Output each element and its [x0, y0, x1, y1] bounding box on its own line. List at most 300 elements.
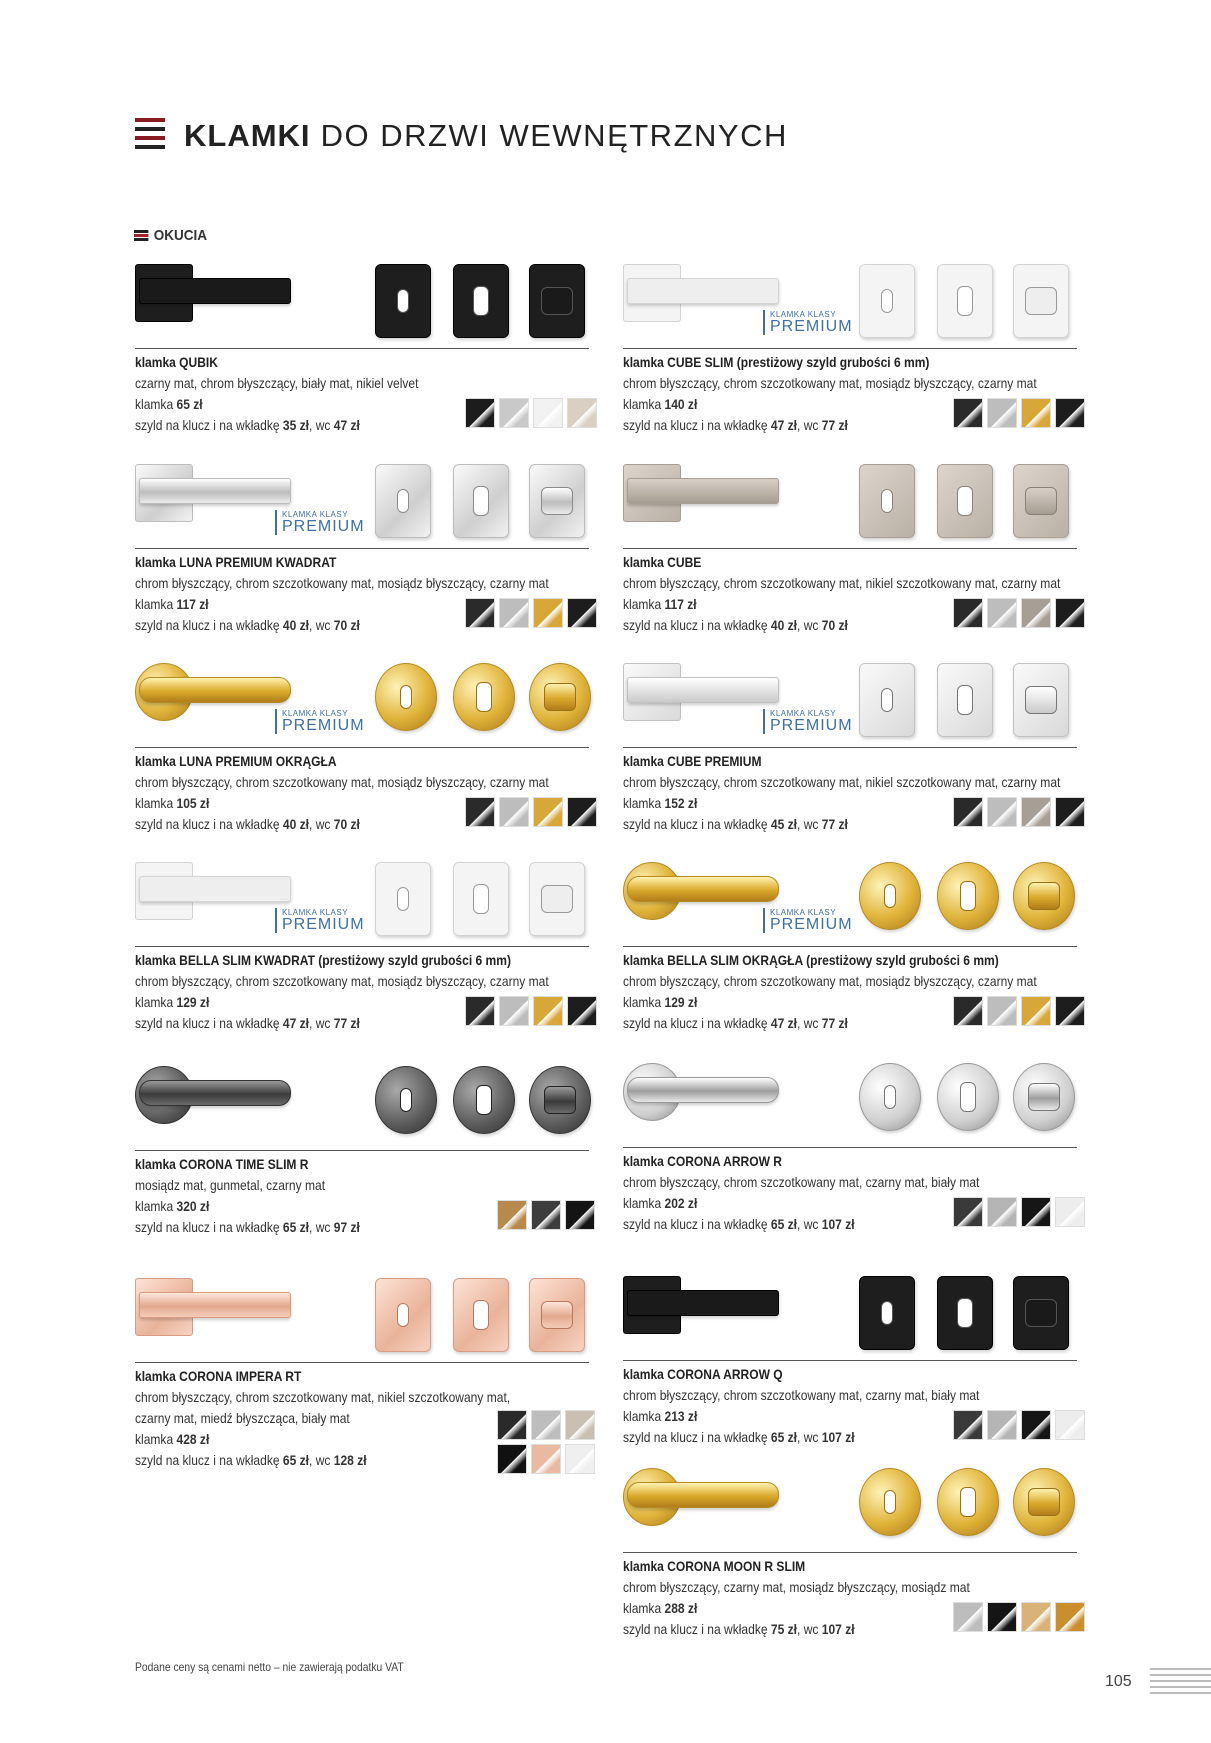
plate-price: 65 zł [282, 1452, 310, 1468]
finish-swatch [465, 398, 495, 428]
finish-swatch [1021, 1197, 1051, 1227]
finish-swatch [1021, 996, 1051, 1026]
price-label: klamka [623, 795, 662, 811]
finish-swatch [1055, 996, 1085, 1026]
product-name: klamka CORONA ARROW Q [623, 1366, 783, 1382]
cylinder-hole-icon [957, 486, 973, 516]
price-label: klamka [135, 1431, 174, 1447]
product-finishes: chrom błyszczący, chrom szczotkowany mat, mosiądz błyszczący, czarny mat [135, 575, 549, 591]
finish-swatches [953, 598, 1085, 628]
product-finishes: mosiądz mat, gunmetal, czarny mat [135, 1177, 326, 1193]
product-name: klamka CORONA ARROW R [623, 1153, 783, 1169]
premium-badge-main: PREMIUM [282, 717, 365, 734]
plate-price: 47 zł [770, 417, 798, 433]
finish-swatch [497, 1444, 527, 1474]
plate-price: 35 zł [282, 417, 310, 433]
page-number: 105 [1105, 1673, 1132, 1690]
plate-price: 40 zł [282, 617, 310, 633]
finish-swatch [465, 598, 495, 628]
escutcheon-image [453, 464, 509, 538]
finish-swatch [565, 1410, 595, 1440]
plate-price-line: szyld na klucz i na wkładkę 47 zł, wc 77 zł [623, 1015, 848, 1031]
product-name: klamka CUBE [623, 554, 702, 570]
plate-price: 65 zł [282, 1219, 310, 1235]
door-handle-image [139, 278, 291, 304]
plate-price: 45 zł [770, 816, 798, 832]
escutcheon-image [1013, 464, 1069, 538]
premium-badge-top: KLAMKA KLASY [770, 310, 837, 319]
product-name: klamka BELLA SLIM OKRĄGŁA (prestiżowy szyld grubości 6 mm) [623, 952, 999, 968]
door-handle-image [627, 478, 779, 504]
finish-swatch [987, 598, 1017, 628]
finish-swatches [953, 996, 1085, 1026]
product-name: klamka LUNA PREMIUM KWADRAT [135, 554, 337, 570]
plate-price-line: szyld na klucz i na wkładkę 65 zł, wc 128 zł [135, 1452, 367, 1468]
door-handle-image [139, 1292, 291, 1318]
plate-price-line: szyld na klucz i na wkładkę 47 zł, wc 77 zł [135, 1015, 360, 1031]
wc-label: wc [803, 417, 819, 433]
wc-label: wc [315, 816, 331, 832]
finish-swatch [953, 996, 983, 1026]
divider [623, 747, 1077, 748]
escutcheon-image [1013, 264, 1069, 338]
wc-price: 107 zł [821, 1216, 855, 1232]
plate-label: szyld na klucz i na wkładkę [623, 1015, 768, 1031]
divider [623, 548, 1077, 549]
escutcheon-image [375, 862, 431, 936]
handle-price-line [135, 1196, 360, 1217]
wc-label: wc [315, 417, 331, 433]
escutcheon-image [937, 1063, 999, 1131]
plate-label: szyld na klucz i na wkładkę [135, 417, 280, 433]
plate-price-line: szyld na klucz i na wkładkę 75 zł, wc 107 zł [623, 1621, 855, 1637]
escutcheon-image [453, 862, 509, 936]
price-label: klamka [135, 1198, 174, 1214]
escutcheon-image [859, 264, 915, 338]
finish-swatch [987, 1197, 1017, 1227]
premium-badge-top: KLAMKA KLASY [770, 908, 837, 917]
wc-price: 77 zł [821, 417, 848, 433]
product-finishes: chrom błyszczący, chrom szczotkowany mat, nikiel szczotkowany mat, [135, 1389, 511, 1405]
handle-price: 288 zł [664, 1600, 698, 1616]
plate-price: 65 zł [770, 1429, 798, 1445]
finish-swatch [1021, 1410, 1051, 1440]
finish-swatch [953, 598, 983, 628]
finish-swatch [533, 797, 563, 827]
premium-badge [763, 908, 853, 933]
escutcheon-image [453, 1066, 515, 1134]
product-finishes: chrom błyszczący, chrom szczotkowany mat, mosiądz błyszczący, czarny mat [135, 774, 549, 790]
finish-swatch [1055, 398, 1085, 428]
finish-swatch [987, 797, 1017, 827]
cylinder-hole-icon [960, 1487, 976, 1517]
plate-price-line: szyld na klucz i na wkładkę 40 zł, wc 70 zł [623, 617, 848, 633]
keyhole-icon [881, 1301, 893, 1325]
escutcheon-image [937, 663, 993, 737]
handle-price-line [623, 1598, 970, 1619]
finish-swatch [533, 598, 563, 628]
plate-price: 65 zł [770, 1216, 798, 1232]
finish-swatch [565, 1444, 595, 1474]
product-name: klamka CORONA TIME SLIM R [135, 1156, 309, 1172]
handle-price: 152 zł [664, 795, 698, 811]
product-text [623, 1364, 979, 1448]
price-label: klamka [623, 1600, 662, 1616]
product-finishes: czarny mat, chrom błyszczący, biały mat, nikiel velvet [135, 375, 419, 391]
divider [623, 946, 1077, 947]
finish-swatch [1055, 598, 1085, 628]
premium-badge-top: KLAMKA KLASY [282, 510, 349, 519]
finish-swatches [953, 797, 1085, 827]
header-stripes-icon [135, 118, 165, 150]
finish-swatch [953, 1602, 983, 1632]
escutcheon-image [453, 1278, 509, 1352]
finish-swatch [567, 996, 597, 1026]
finish-swatch [1055, 1197, 1085, 1227]
finish-swatches [497, 1410, 595, 1440]
finish-swatch [499, 398, 529, 428]
handle-price-line [623, 1406, 979, 1427]
keyhole-icon [881, 289, 893, 313]
escutcheon-image [859, 862, 921, 930]
product-finishes-cont: czarny mat, miedź błyszcząca, biały mat [135, 1410, 350, 1426]
wc-knob-icon [541, 487, 573, 515]
finish-swatches [465, 598, 597, 628]
wc-label: wc [315, 1219, 331, 1235]
plate-label: szyld na klucz i na wkładkę [135, 816, 280, 832]
finish-swatch [499, 996, 529, 1026]
price-label: klamka [135, 795, 174, 811]
wc-knob-icon [1025, 287, 1057, 315]
price-label: klamka [135, 994, 174, 1010]
escutcheon-image [1013, 1468, 1075, 1536]
escutcheon-image [1013, 663, 1069, 737]
escutcheon-image [1013, 1063, 1075, 1131]
plate-price-line: szyld na klucz i na wkładkę 65 zł, wc 107 zł [623, 1429, 855, 1445]
premium-badge [275, 510, 365, 535]
plate-price: 40 zł [282, 816, 310, 832]
finish-swatch [987, 1410, 1017, 1440]
plate-label: szyld na klucz i na wkładkę [135, 617, 280, 633]
page-title: KLAMKI DO DRZWI WEWNĘTRZNYCH [184, 118, 788, 153]
wc-price: 70 zł [821, 617, 848, 633]
price-label: klamka [135, 596, 174, 612]
price-label: klamka [623, 596, 662, 612]
escutcheon-image [529, 1066, 591, 1134]
finish-swatch [1021, 398, 1051, 428]
product-finishes: chrom błyszczący, chrom szczotkowany mat, mosiądz błyszczący, czarny mat [623, 973, 1037, 989]
keyhole-icon [884, 884, 896, 908]
cylinder-hole-icon [476, 682, 492, 712]
plate-price-line: szyld na klucz i na wkładkę 35 zł, wc 47 zł [135, 417, 360, 433]
divider [623, 348, 1077, 349]
wc-label: wc [803, 1015, 819, 1031]
wc-price: 77 zł [821, 816, 848, 832]
wc-price: 107 zł [821, 1429, 855, 1445]
premium-badge-top: KLAMKA KLASY [282, 709, 349, 718]
premium-badge [275, 908, 365, 933]
wc-price: 47 zł [333, 417, 360, 433]
wc-knob-icon [1025, 686, 1057, 714]
plate-label: szyld na klucz i na wkładkę [623, 816, 768, 832]
keyhole-icon [400, 1088, 412, 1112]
escutcheon-image [375, 264, 431, 338]
finish-swatch [533, 996, 563, 1026]
wc-knob-icon [541, 287, 573, 315]
keyhole-icon [400, 685, 412, 709]
escutcheon-image [937, 1276, 993, 1350]
finish-swatches [497, 1200, 595, 1230]
product-name: klamka QUBIK [135, 354, 218, 370]
keyhole-icon [397, 289, 409, 313]
cylinder-hole-icon [960, 1082, 976, 1112]
handle-price-line [135, 1429, 510, 1450]
escutcheon-image [859, 1276, 915, 1350]
handle-price: 65 zł [176, 396, 203, 412]
finish-swatch [1055, 797, 1085, 827]
door-handle-image [627, 677, 779, 703]
cylinder-hole-icon [957, 286, 973, 316]
finish-swatch [497, 1200, 527, 1230]
product-finishes: chrom błyszczący, czarny mat, mosiądz błyszczący, mosiądz mat [623, 1579, 970, 1595]
wc-knob-icon [1025, 1299, 1057, 1327]
finish-swatches [953, 1410, 1085, 1440]
divider [623, 1360, 1077, 1361]
divider [135, 747, 589, 748]
finish-swatch [465, 797, 495, 827]
finish-swatch [953, 1410, 983, 1440]
wc-knob-icon [544, 683, 576, 711]
flag-icon [134, 230, 148, 241]
wc-knob-icon [544, 1086, 576, 1114]
cylinder-hole-icon [473, 486, 489, 516]
premium-badge-main: PREMIUM [282, 916, 365, 933]
escutcheon-image [1013, 1276, 1069, 1350]
handle-price: 320 zł [176, 1198, 210, 1214]
wc-label: wc [803, 1621, 819, 1637]
wc-label: wc [803, 617, 819, 633]
door-handle-image [627, 278, 779, 304]
divider [623, 1552, 1077, 1553]
product-text [135, 352, 418, 436]
section-heading: OKUCIA [134, 227, 207, 244]
finish-swatch [567, 398, 597, 428]
keyhole-icon [884, 1490, 896, 1514]
divider [623, 1147, 1077, 1148]
wc-knob-icon [1028, 882, 1060, 910]
wc-price: 77 zł [821, 1015, 848, 1031]
keyhole-icon [881, 489, 893, 513]
finish-swatch [531, 1200, 561, 1230]
product-name: klamka CUBE PREMIUM [623, 753, 762, 769]
vat-note: Podane ceny są cenami netto – nie zawierają podatku VAT [135, 1660, 404, 1674]
handle-price: 105 zł [176, 795, 210, 811]
wc-label: wc [315, 617, 331, 633]
escutcheon-image [529, 464, 585, 538]
premium-badge-main: PREMIUM [770, 717, 853, 734]
plate-price: 75 zł [770, 1621, 798, 1637]
escutcheon-image [859, 464, 915, 538]
finish-swatch [953, 797, 983, 827]
handle-price: 117 zł [176, 596, 209, 612]
plate-price: 47 zł [282, 1015, 310, 1031]
premium-badge [763, 310, 853, 335]
finish-swatch [1021, 797, 1051, 827]
cylinder-hole-icon [473, 286, 489, 316]
finish-swatch [565, 1200, 595, 1230]
door-handle-image [139, 478, 291, 504]
premium-badge-main: PREMIUM [770, 318, 853, 335]
plate-price: 40 zł [770, 617, 798, 633]
finish-swatch [953, 1197, 983, 1227]
product-text [135, 1366, 510, 1471]
door-handle-image [627, 1077, 779, 1103]
wc-price: 97 zł [333, 1219, 360, 1235]
door-handle-image [139, 1080, 291, 1106]
door-handle-image [627, 1482, 779, 1508]
wc-price: 70 zł [333, 816, 360, 832]
cylinder-hole-icon [473, 884, 489, 914]
finish-swatch [987, 996, 1017, 1026]
escutcheon-image [375, 464, 431, 538]
plate-price-line: szyld na klucz i na wkładkę 45 zł, wc 77 zł [623, 816, 848, 832]
door-handle-image [139, 677, 291, 703]
escutcheon-image [859, 1468, 921, 1536]
product-text [623, 1151, 979, 1235]
price-label: klamka [623, 1408, 662, 1424]
price-label: klamka [135, 396, 174, 412]
product-name: klamka CORONA IMPERA RT [135, 1368, 302, 1384]
price-label: klamka [623, 1195, 662, 1211]
finish-swatches [497, 1444, 595, 1474]
plate-label: szyld na klucz i na wkładkę [623, 1621, 768, 1637]
divider [135, 348, 589, 349]
wc-label: wc [315, 1015, 331, 1031]
escutcheon-image [529, 862, 585, 936]
escutcheon-image [859, 663, 915, 737]
cylinder-hole-icon [473, 1300, 489, 1330]
price-label: klamka [623, 396, 662, 412]
keyhole-icon [397, 489, 409, 513]
wc-knob-icon [541, 1301, 573, 1329]
wc-knob-icon [541, 885, 573, 913]
wc-label: wc [803, 1216, 819, 1232]
escutcheon-image [859, 1063, 921, 1131]
premium-badge [275, 709, 365, 734]
product-text [623, 1556, 970, 1640]
escutcheon-image [375, 663, 437, 731]
wc-price: 128 zł [333, 1452, 367, 1468]
plate-price: 47 zł [770, 1015, 798, 1031]
product-finishes: chrom błyszczący, chrom szczotkowany mat, nikiel szczotkowany mat, czarny mat [623, 774, 1061, 790]
divider [135, 1362, 589, 1363]
escutcheon-image [375, 1278, 431, 1352]
escutcheon-image [529, 663, 591, 731]
finish-swatches [953, 398, 1085, 428]
wc-price: 70 zł [333, 617, 360, 633]
product-name: klamka CUBE SLIM (prestiżowy szyld grubości 6 mm) [623, 354, 930, 370]
cylinder-hole-icon [476, 1085, 492, 1115]
divider [135, 548, 589, 549]
finish-swatch [499, 797, 529, 827]
divider [135, 946, 589, 947]
handle-price: 428 zł [176, 1431, 210, 1447]
escutcheon-image [937, 862, 999, 930]
finish-swatches [465, 398, 597, 428]
finish-swatch [567, 797, 597, 827]
handle-price: 129 zł [664, 994, 698, 1010]
divider [135, 1150, 589, 1151]
escutcheon-image [937, 264, 993, 338]
premium-badge-top: KLAMKA KLASY [770, 709, 837, 718]
finish-swatch [953, 398, 983, 428]
wc-price: 77 zł [333, 1015, 360, 1031]
plate-price-line: szyld na klucz i na wkładkę 65 zł, wc 107 zł [623, 1216, 855, 1232]
product-name: klamka BELLA SLIM KWADRAT (prestiżowy szyld grubości 6 mm) [135, 952, 511, 968]
finish-swatch [1021, 598, 1051, 628]
premium-badge-main: PREMIUM [282, 518, 365, 535]
plate-label: szyld na klucz i na wkładkę [135, 1452, 280, 1468]
product-finishes: chrom błyszczący, chrom szczotkowany mat, czarny mat, biały mat [623, 1174, 980, 1190]
plate-price-line: szyld na klucz i na wkładkę 65 zł, wc 97 zł [135, 1219, 360, 1235]
door-handle-image [627, 1290, 779, 1316]
keyhole-icon [884, 1085, 896, 1109]
escutcheon-image [937, 464, 993, 538]
wc-knob-icon [1025, 487, 1057, 515]
plate-label: szyld na klucz i na wkładkę [623, 617, 768, 633]
wc-knob-icon [1028, 1083, 1060, 1111]
handle-price: 213 zł [664, 1408, 698, 1424]
finish-swatch [987, 1602, 1017, 1632]
handle-price-line [623, 1193, 979, 1214]
cylinder-hole-icon [957, 685, 973, 715]
plate-label: szyld na klucz i na wkładkę [623, 417, 768, 433]
page-lines-icon [1150, 1668, 1211, 1698]
plate-label: szyld na klucz i na wkładkę [135, 1219, 280, 1235]
price-label: klamka [623, 994, 662, 1010]
keyhole-icon [397, 887, 409, 911]
door-handle-image [139, 876, 291, 902]
premium-badge [763, 709, 853, 734]
wc-label: wc [315, 1452, 331, 1468]
wc-knob-icon [1028, 1488, 1060, 1516]
handle-price: 202 zł [664, 1195, 698, 1211]
keyhole-icon [397, 1303, 409, 1327]
finish-swatch [531, 1410, 561, 1440]
escutcheon-image [529, 264, 585, 338]
escutcheon-image [453, 264, 509, 338]
finish-swatch [1021, 1602, 1051, 1632]
plate-label: szyld na klucz i na wkładkę [623, 1216, 768, 1232]
finish-swatch [987, 398, 1017, 428]
wc-label: wc [803, 1429, 819, 1445]
cylinder-hole-icon [957, 1298, 973, 1328]
plate-price-line: szyld na klucz i na wkładkę 40 zł, wc 70 zł [135, 617, 360, 633]
wc-price: 107 zł [821, 1621, 855, 1637]
product-name: klamka LUNA PREMIUM OKRĄGŁA [135, 753, 337, 769]
door-handle-image [627, 876, 779, 902]
finish-swatch [1055, 1410, 1085, 1440]
handle-price: 117 zł [664, 596, 697, 612]
plate-price-line: szyld na klucz i na wkładkę 47 zł, wc 77 zł [623, 417, 848, 433]
finish-swatches [953, 1602, 1085, 1632]
finish-swatch [567, 598, 597, 628]
premium-badge-top: KLAMKA KLASY [282, 908, 349, 917]
finish-swatches [465, 797, 597, 827]
finish-swatch [465, 996, 495, 1026]
escutcheon-image [453, 663, 515, 731]
finish-swatches [953, 1197, 1085, 1227]
